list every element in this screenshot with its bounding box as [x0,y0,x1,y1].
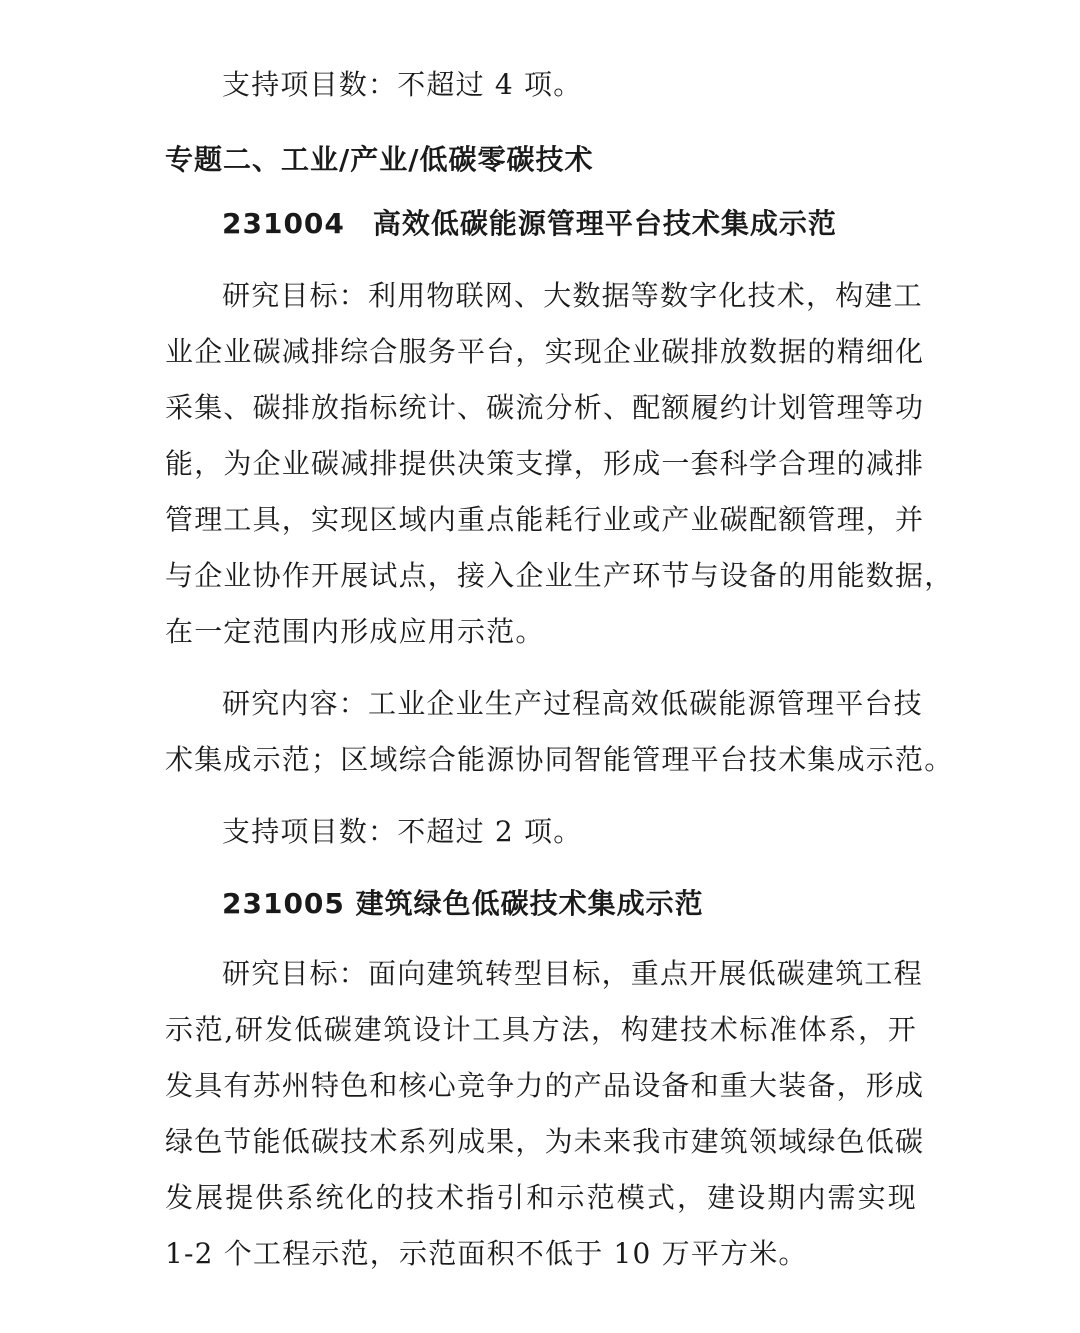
goal-line: 示范,研发低碳建筑设计工具方法，构建技术标准体系，开 [165,1013,917,1046]
goal-line: 发展提供系统化的技术指引和示范模式，建设期内需实现 [165,1181,917,1214]
goal-line: 绿色节能低碳技术系列成果，为未来我市建筑领域绿色低碳 [165,1125,925,1158]
goal-line: 业企业碳减排综合服务平台，实现企业碳排放数据的精细化 [165,335,925,368]
support-count-previous: 支持项目数：不超过 4 项。 [222,68,583,101]
content-line: 研究内容：工业企业生产过程高效低碳能源管理平台技 [222,687,923,720]
goal-line: 管理工具，实现区域内重点能耗行业或产业碳配额管理，并 [165,503,925,536]
project-231005-heading: 231005 建筑绿色低碳技术集成示范 [222,887,704,920]
goal-line: 1-2 个工程示范，示范面积不低于 10 万平方米。 [165,1237,808,1270]
goal-line: 与企业协作开展试点，接入企业生产环节与设备的用能数据， [165,559,954,592]
goal-line: 研究目标：利用物联网、大数据等数字化技术，构建工 [222,279,923,312]
goal-line: 发具有苏州特色和核心竞争力的产品设备和重大装备，形成 [165,1069,925,1102]
topic-heading: 专题二、工业/产业/低碳零碳技术 [165,143,594,176]
support-count: 支持项目数：不超过 2 项。 [222,815,583,848]
project-code: 231004 [222,207,345,240]
project-231004-heading [222,204,917,244]
goal-line: 采集、碳排放指标统计、碳流分析、配额履约计划管理等功 [165,391,925,424]
goal-line: 能，为企业碳减排提供决策支撑，形成一套科学合理的减排 [165,447,925,480]
goal-line: 研究目标：面向建筑转型目标，重点开展低碳建筑工程 [222,957,923,990]
content-line: 术集成示范；区域综合能源协同智能管理平台技术集成示范。 [165,743,954,776]
goal-line: 在一定范围内形成应用示范。 [165,615,545,648]
project-title: 高效低碳能源管理平台技术集成示范 [372,207,837,240]
